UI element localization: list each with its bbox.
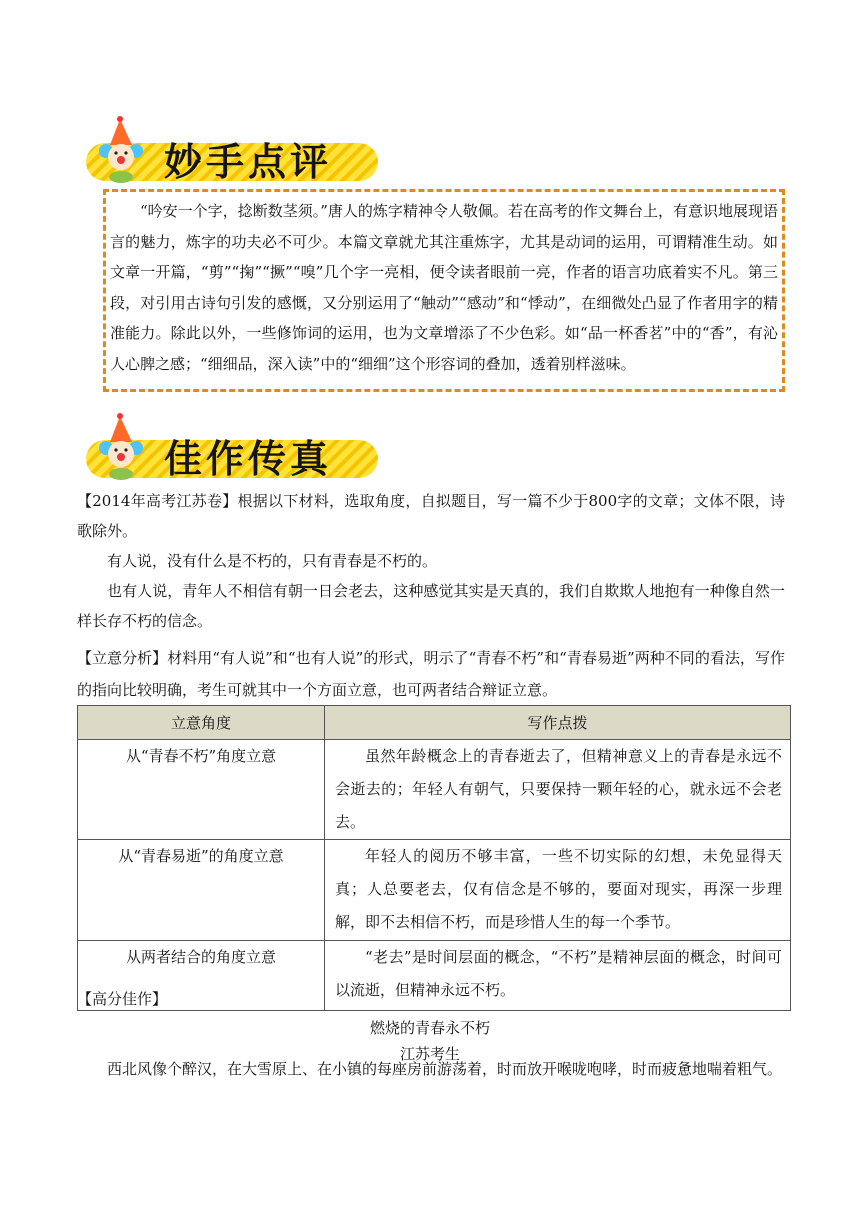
table-cell-angle: 从两者结合的角度立意 (78, 941, 325, 1011)
essay-label: 【高分佳作】 (77, 990, 168, 1008)
table-row (78, 840, 791, 941)
review-text: “吟安一个字，捻断数茎须。”唐人的炼字精神令人敬佩。若在高考的作文舞台上，有意识地展现语言的魅力，炼字的功夫必不可少。本篇文章就尤其注重炼字，尤其是动词的运用，可谓精准生动。如文章一开篇，“剪”“掬”“撅”“嗅”几个字一亮相，便令读者眼前一亮，作者的语言功底着实不凡。第三段，对引用古诗句引发的感慨，又分别运用了“触动”“感动”和“悸动”，在细微处凸显了作者用字的精准能力。除此以外，一些修饰词的运用，也为文章增添了不少色彩。如“品一杯香茗”中的“香”，有沁人心脾之感；“细细品，深入读”中的“细细”这个形容词的叠加，透着别样滋味。 (110, 202, 778, 373)
analysis-label: 【立意分析】 (77, 649, 168, 667)
prompt-instruction: 根据以下材料，选取角度，自拟题目，写一篇不少于800字的文章；文体不限，诗歌除外。 (77, 492, 785, 540)
analysis-paragraph (77, 642, 785, 706)
table-header-tip: 写作点拨 (325, 706, 791, 740)
review-box (103, 189, 785, 392)
essay-title: 燃烧的青春永不朽 (369, 1019, 490, 1037)
essay-author: 江苏考生 (399, 1045, 460, 1063)
table-header-row (78, 706, 791, 740)
prompt-paragraph (77, 486, 785, 546)
essay-banner-title: 佳作传真 (164, 437, 333, 481)
material-2: 也有人说，青年人不相信有朝一日会老去，这种感觉其实是天真的，我们自欺欺人地抱有一种像自然一样长存不朽的信念。 (77, 582, 785, 630)
essay-banner (80, 412, 380, 484)
review-banner (80, 115, 380, 187)
prompt-source: 【2014年高考江苏卷】 (77, 492, 238, 510)
analysis-table (77, 705, 791, 1011)
essay-first-line: 西北风像个醉汉，在大雪原上、在小镇的每座房前游荡着，时而放开喉咙咆哮，时而疲惫地喘着粗气。 (107, 1060, 783, 1078)
material-1: 有人说，没有什么是不朽的，只有青春是不朽的。 (107, 552, 438, 570)
table-cell-angle: 从“青春易逝”的角度立意 (78, 840, 325, 941)
table-cell-tip: 年轻人的阅历不够丰富，一些不切实际的幻想，未免显得天真；人总要老去，仅有信念是不够的，要面对现实，再深一步理解，即不去相信不朽，而是珍惜人生的每一个季节。 (325, 840, 791, 941)
table-header-angle: 立意角度 (78, 706, 325, 740)
analysis-text: 材料用“有人说”和“也有人说”的形式，明示了“青春不朽”和“青春易逝”两种不同的看法，写作的指向比较明确，考生可就其中一个方面立意，也可两者结合辩证立意。 (77, 649, 785, 699)
table-cell-tip: 虽然年龄概念上的青春逝去了，但精神意义上的青春是永远不会逝去的；年轻人有朝气，只要保持一颗年轻的心，就永远不会老去。 (325, 740, 791, 840)
table-cell-angle: 从“青春不朽”角度立意 (78, 740, 325, 840)
review-banner-title: 妙手点评 (164, 140, 333, 184)
table-cell-tip: “老去”是时间层面的概念，“不朽”是精神层面的概念，时间可以流逝，但精神永远不朽。 (325, 941, 791, 1011)
table-row (78, 740, 791, 840)
